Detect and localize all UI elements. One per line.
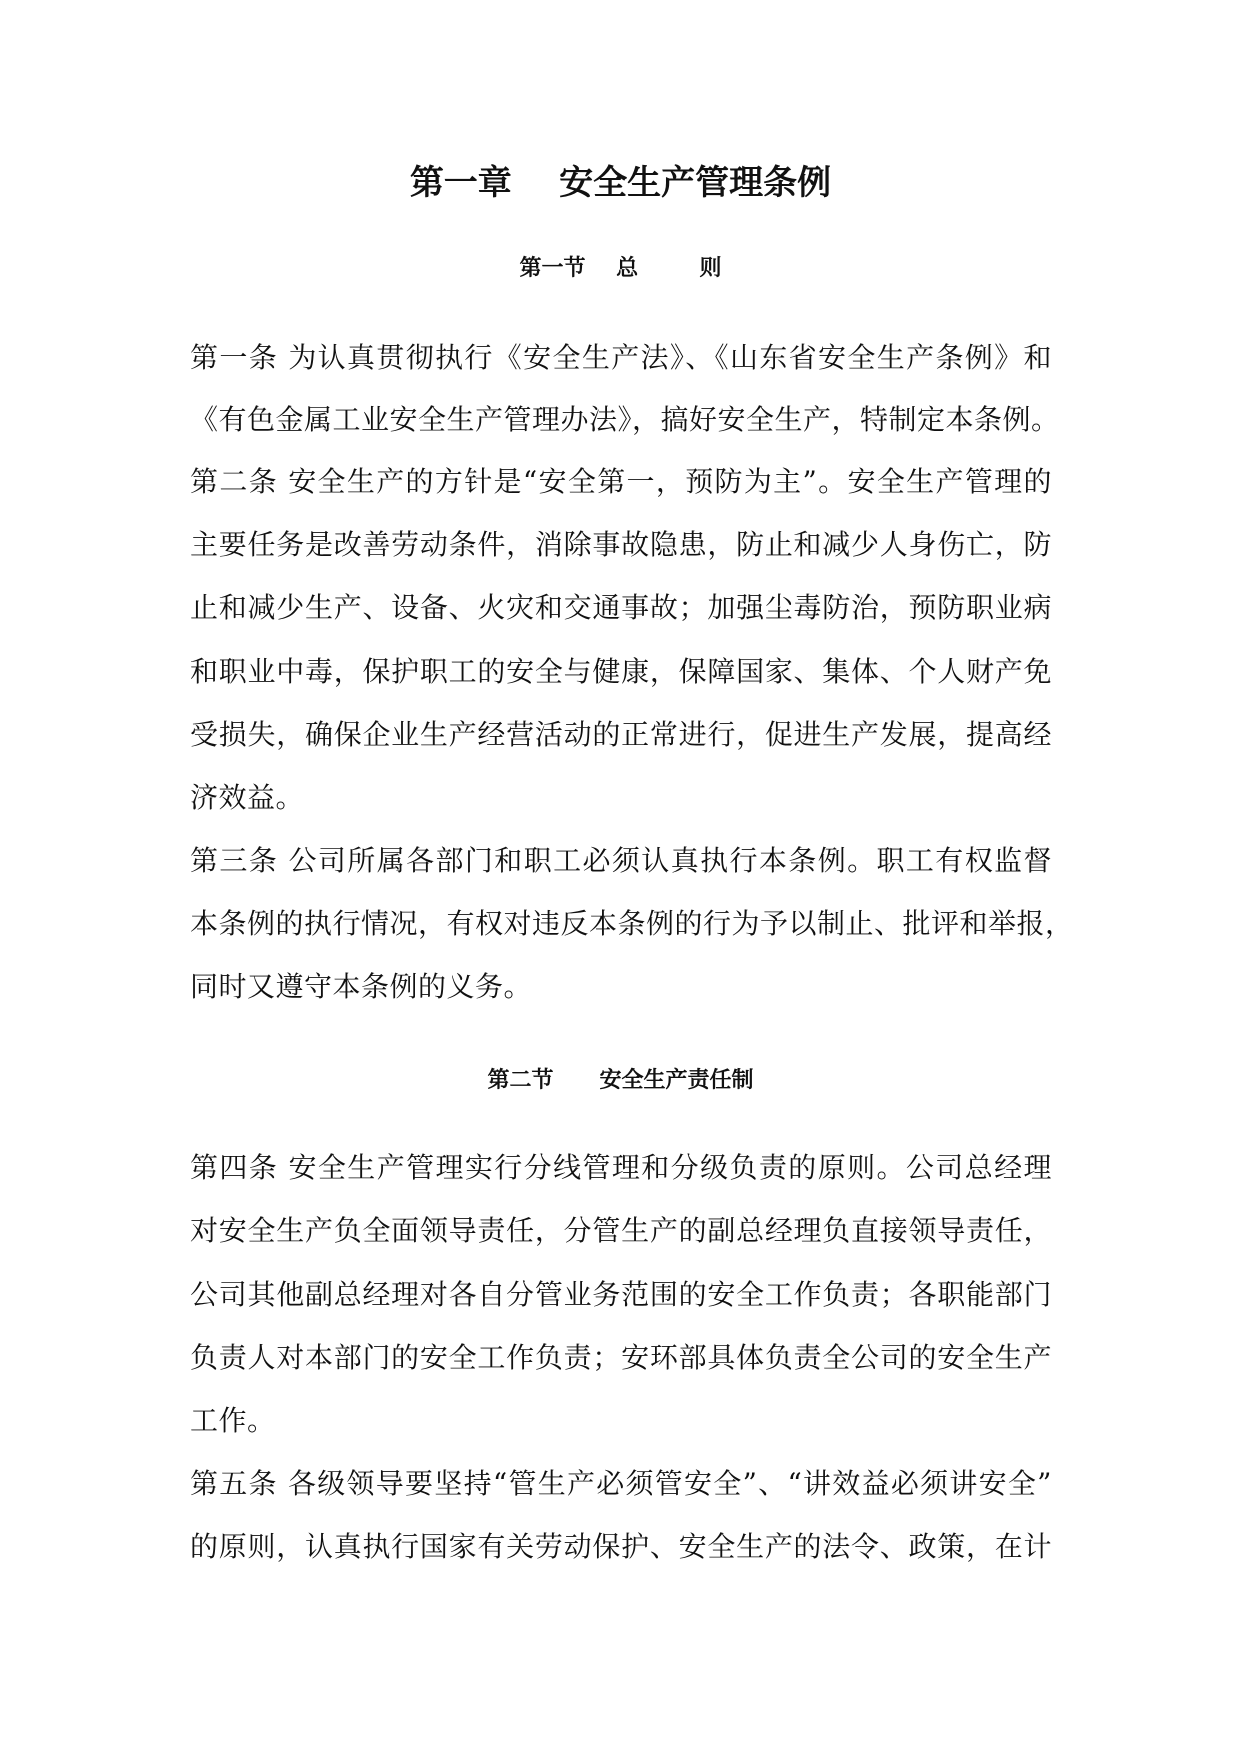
article-3-line-2: 本条例的执行情况，有权对违反本条例的行为予以制止、批评和举报，	[190, 907, 1074, 940]
article-4-line-4: 负责人对本部门的安全工作负责；安环部具体负责全公司的安全生产	[190, 1341, 1052, 1374]
section-title-general: 第一节 总 则	[519, 256, 722, 281]
article-2-line-1: 第二条 安全生产的方针是“安全第一，预防为主”。安全生产管理的	[190, 465, 1052, 498]
article-2-line-3: 止和减少生产、设备、火灾和交通事故；加强尘毒防治，预防职业病	[190, 591, 1052, 624]
chapter-title: 第一章 安全生产管理条例	[409, 163, 832, 203]
article-4-line-5: 工作。	[190, 1404, 276, 1437]
article-2-line-6: 济效益。	[190, 781, 305, 814]
article-2-line-2: 主要任务是改善劳动条件，消除事故隐患，防止和减少人身伤亡，防	[190, 528, 1052, 561]
article-3-line-3: 同时又遵守本条例的义务。	[190, 970, 533, 1003]
article-1-line-2: 《有色金属工业安全生产管理办法》，搞好安全生产，特制定本条例。	[190, 403, 1060, 436]
article-5-line-2: 的原则，认真执行国家有关劳动保护、安全生产的法令、政策，在计	[190, 1530, 1052, 1563]
section-title-responsibility: 第二节 安全生产责任制	[487, 1068, 754, 1093]
article-2-line-5: 受损失，确保企业生产经营活动的正常进行，促进生产发展，提高经	[190, 718, 1052, 751]
article-4-line-3: 公司其他副总经理对各自分管业务范围的安全工作负责；各职能部门	[190, 1278, 1052, 1311]
article-4-line-2: 对安全生产负全面领导责任，分管生产的副总经理负直接领导责任，	[190, 1214, 1052, 1247]
article-3-line-1: 第三条 公司所属各部门和职工必须认真执行本条例。职工有权监督	[190, 844, 1052, 877]
article-4-line-1: 第四条 安全生产管理实行分线管理和分级负责的原则。公司总经理	[190, 1151, 1052, 1184]
article-5-line-1: 第五条 各级领导要坚持“管生产必须管安全”、“讲效益必须讲安全”	[190, 1467, 1052, 1500]
article-1-line-1: 第一条 为认真贯彻执行《安全生产法》、《山东省安全生产条例》和	[190, 341, 1052, 374]
article-2-line-4: 和职业中毒，保护职工的安全与健康，保障国家、集体、个人财产免	[190, 655, 1052, 688]
